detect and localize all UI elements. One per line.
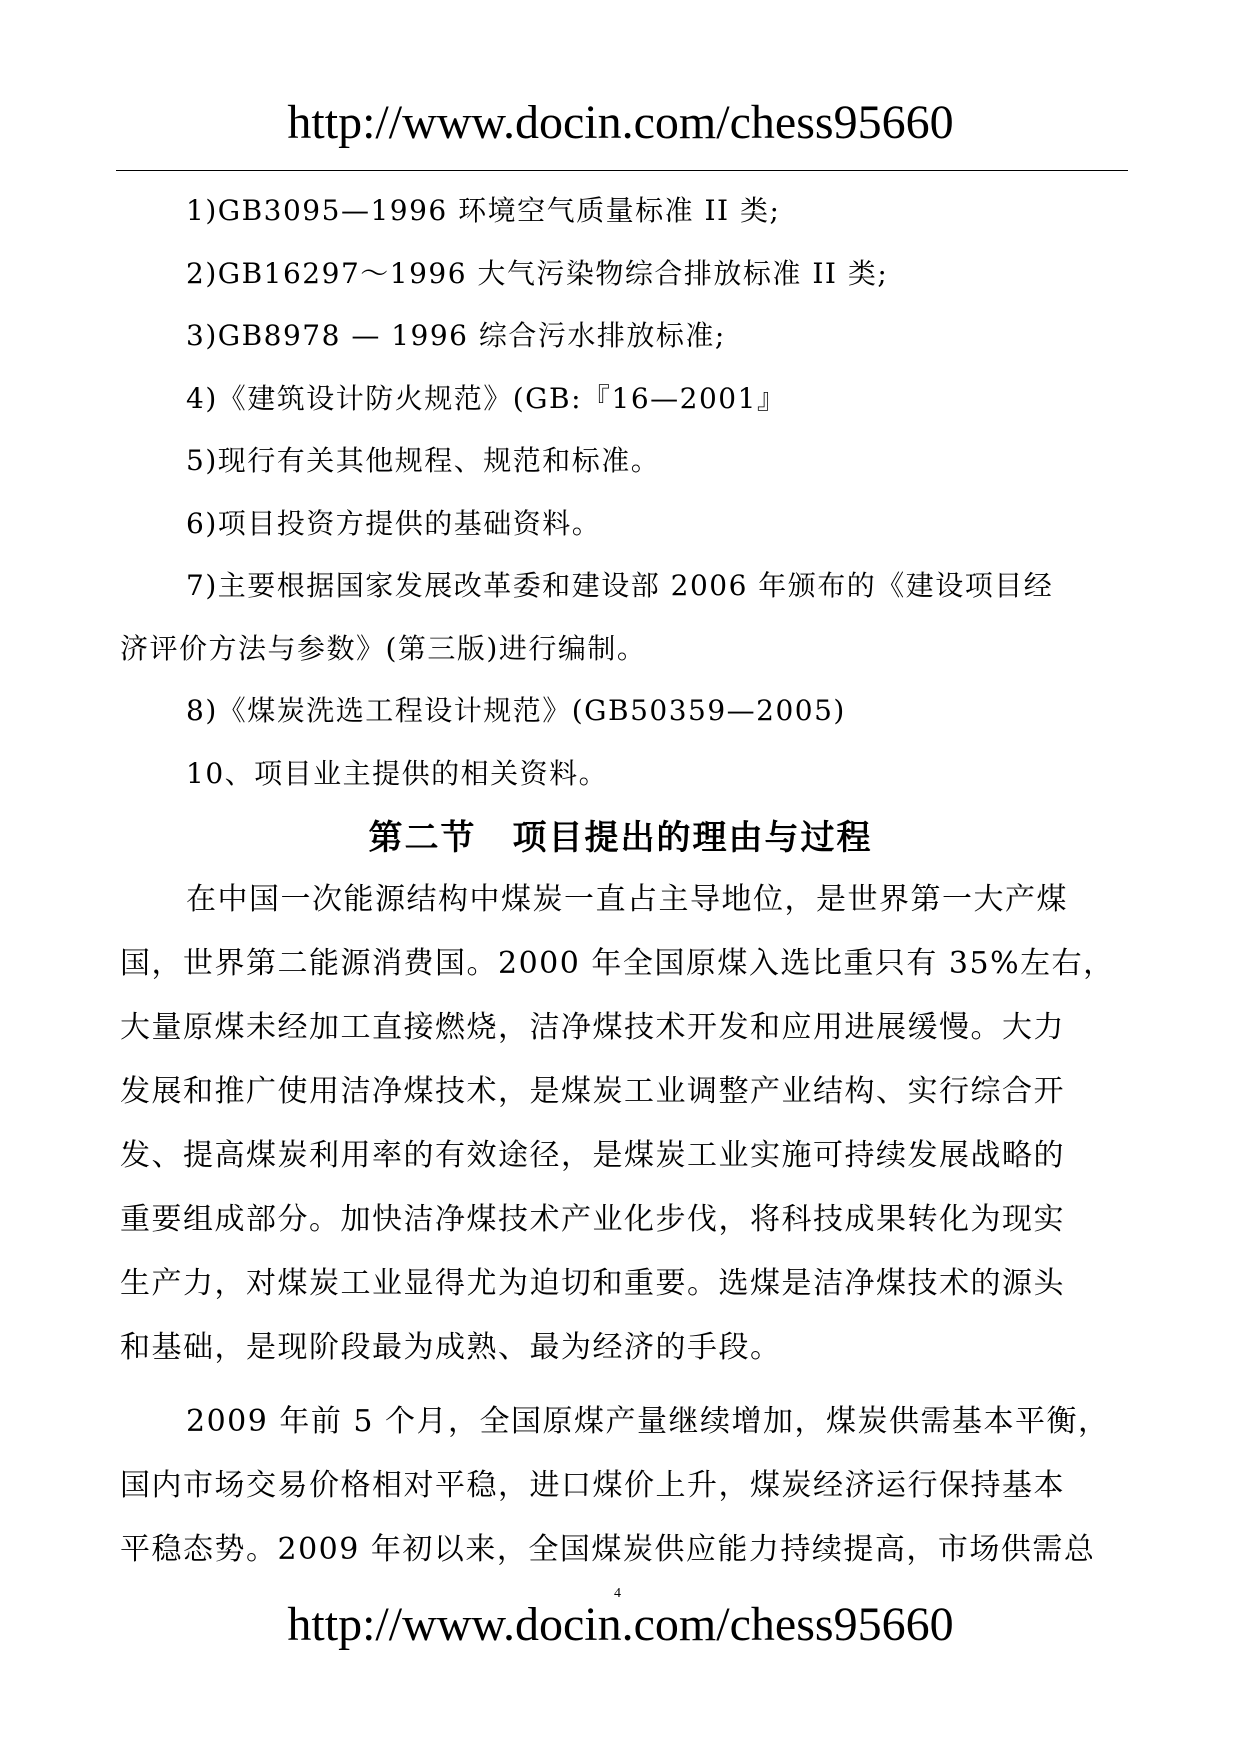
reference-item: 4)《建筑设计防火规范》(GB:『16—2001』 bbox=[186, 381, 787, 415]
reference-item: 5)现行有关其他规程、规范和标准。 bbox=[186, 444, 661, 477]
paragraph-line: 生产力，对煤炭工业显得尤为迫切和重要。选煤是洁净煤技术的源头 bbox=[120, 1266, 1065, 1301]
reference-item: 10、项目业主提供的相关资料。 bbox=[186, 756, 609, 790]
paragraph-1 bbox=[120, 868, 1128, 1380]
header-url: http://www.docin.com/chess95660 bbox=[287, 96, 954, 149]
paragraph-line: 和基础，是现阶段最为成熟、最为经济的手段。 bbox=[120, 1330, 782, 1365]
paragraph-line: 平稳态势。2009 年初以来，全国煤炭供应能力持续提高，市场供需总 bbox=[120, 1532, 1096, 1567]
header-divider bbox=[116, 170, 1128, 171]
paragraph-line: 国，世界第二能源消费国。2000 年全国原煤入选比重只有 35%左右， bbox=[120, 946, 1115, 981]
paragraph-line: 国内市场交易价格相对平稳，进口煤价上升，煤炭经济运行保持基本 bbox=[120, 1468, 1065, 1503]
footer-url: http://www.docin.com/chess95660 bbox=[287, 1598, 954, 1651]
section-heading bbox=[0, 808, 1241, 868]
paragraph-line: 重要组成部分。加快洁净煤技术产业化步伐，将科技成果转化为现实 bbox=[120, 1202, 1065, 1237]
reference-item: 7)主要根据国家发展改革委和建设部 2006 年颁布的《建设项目经 bbox=[186, 569, 1054, 602]
section-number: 第二节 bbox=[368, 818, 477, 858]
paragraph-line: 大量原煤未经加工直接燃烧，洁净煤技术开发和应用进展缓慢。大力 bbox=[120, 1010, 1065, 1045]
reference-item: 6)项目投资方提供的基础资料。 bbox=[186, 506, 602, 540]
reference-item: 2)GB16297～1996 大气污染物综合排放标准 II 类; bbox=[186, 256, 889, 290]
paragraph-2 bbox=[120, 1390, 1128, 1582]
paragraph-line: 2009 年前 5 个月，全国原煤产量继续增加，煤炭供需基本平衡， bbox=[186, 1404, 1110, 1439]
paragraph-line: 发、提高煤炭利用率的有效途径，是煤炭工业实施可持续发展战略的 bbox=[120, 1138, 1065, 1173]
reference-item: 1)GB3095—1996 环境空气质量标准 II 类; bbox=[186, 194, 781, 227]
section-title: 项目提出的理由与过程 bbox=[512, 818, 873, 858]
paragraph-line: 发展和推广使用洁净煤技术，是煤炭工业调整产业结构、实行综合开 bbox=[120, 1074, 1065, 1109]
reference-item: 8)《煤炭洗选工程设计规范》(GB50359—2005) bbox=[186, 694, 846, 727]
references-list bbox=[120, 180, 1128, 805]
page-number: 4 bbox=[614, 1586, 621, 1601]
paragraph-line: 在中国一次能源结构中煤炭一直占主导地位，是世界第一大产煤 bbox=[186, 882, 1068, 917]
reference-item-continued: 济评价方法与参数》(第三版)进行编制。 bbox=[120, 631, 647, 665]
reference-item: 3)GB8978 — 1996 综合污水排放标准; bbox=[186, 319, 726, 352]
